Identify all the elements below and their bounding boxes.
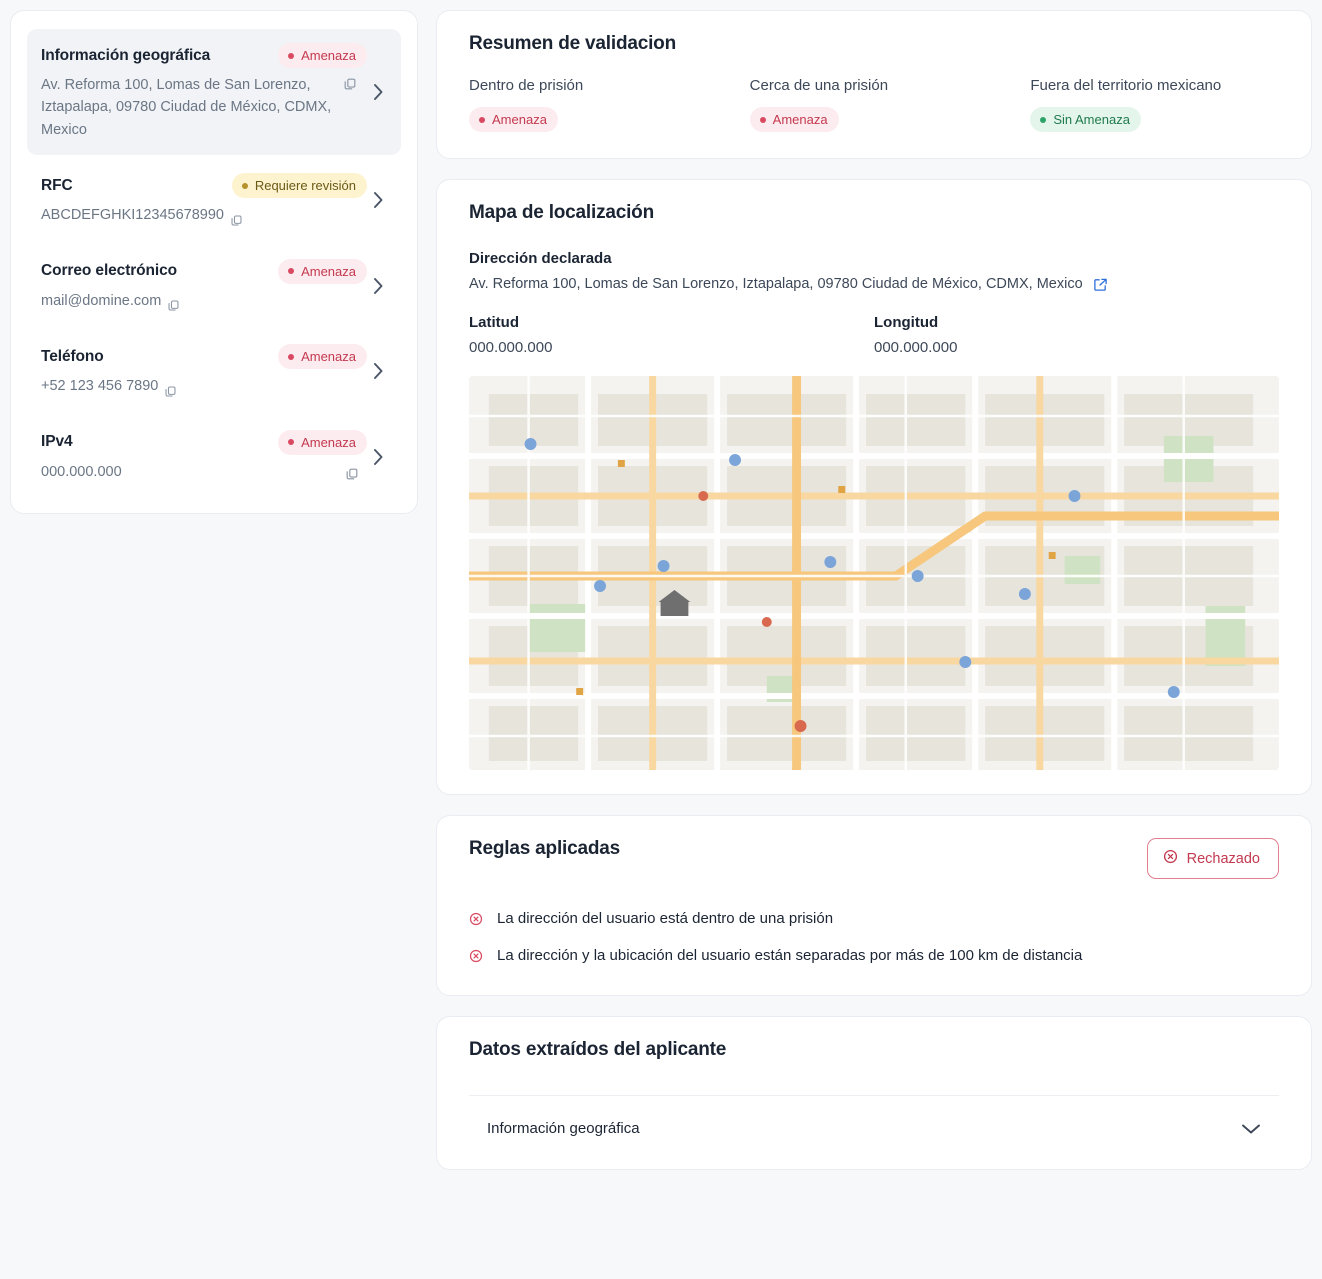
item-content xyxy=(41,344,367,397)
summary-grid xyxy=(469,77,1279,132)
status-dot-icon xyxy=(288,268,294,274)
copy-icon[interactable] xyxy=(343,77,357,91)
item-value-text: ABCDEFGHKI12345678990 xyxy=(41,207,224,224)
item-header xyxy=(41,43,367,68)
item-header xyxy=(41,344,367,369)
item-title: IPv4 xyxy=(41,433,73,451)
page-title: Resumen de validacion xyxy=(469,33,676,54)
declared-address-label: Dirección declarada xyxy=(469,250,612,267)
status-dot-icon xyxy=(288,439,294,445)
status-dot-icon xyxy=(288,53,294,59)
latitude-label: Latitud xyxy=(469,314,519,331)
copy-icon[interactable] xyxy=(345,467,359,481)
summary-check-label: Fuera del territorio mexicano xyxy=(1030,77,1222,94)
status-dot-icon xyxy=(760,117,766,123)
applied-rules-card xyxy=(436,815,1312,996)
copy-icon[interactable] xyxy=(164,385,177,398)
map-graphic xyxy=(469,376,1279,770)
status-dot-icon xyxy=(288,354,294,360)
item-title: Teléfono xyxy=(41,347,104,365)
summary-check-fuera-territorio xyxy=(1030,77,1279,132)
location-map-card xyxy=(436,179,1312,795)
copy-icon[interactable] xyxy=(230,214,243,227)
item-title: Información geográfica xyxy=(41,46,211,64)
status-badge xyxy=(278,430,367,455)
rule-item xyxy=(469,905,1279,932)
validation-items-card xyxy=(10,10,418,514)
status-badge-label: Amenaza xyxy=(301,263,356,279)
item-title: RFC xyxy=(41,176,73,194)
item-header xyxy=(41,173,367,198)
status-badge-label: Amenaza xyxy=(301,434,356,450)
chevron-right-icon[interactable] xyxy=(367,362,389,380)
item-value xyxy=(41,461,367,483)
validation-summary-card xyxy=(436,10,1312,159)
declared-address-block xyxy=(469,250,1279,292)
status-badge-label: Amenaza xyxy=(492,112,547,127)
item-content xyxy=(41,43,367,141)
latitude-block xyxy=(469,314,874,356)
item-value-text: 000.000.000 xyxy=(41,463,122,480)
status-badge-label: Amenaza xyxy=(301,48,356,63)
copy-icon[interactable] xyxy=(167,299,180,312)
item-value xyxy=(41,290,367,312)
status-badge xyxy=(232,173,367,198)
status-badge-label: Requiere revisión xyxy=(254,178,356,194)
chevron-right-icon[interactable] xyxy=(367,83,389,101)
rechazado-button[interactable] xyxy=(1147,838,1279,879)
item-value xyxy=(41,74,367,141)
sidebar-item-telefono[interactable] xyxy=(27,330,401,411)
status-dot-icon xyxy=(242,183,248,189)
reject-icon xyxy=(1163,849,1178,868)
chevron-down-icon[interactable] xyxy=(1241,1123,1261,1135)
longitude-label: Longitud xyxy=(874,314,939,331)
item-header xyxy=(41,259,367,284)
item-value-text: Av. Reforma 100, Lomas de San Lorenzo, Iztapalapa, 09780 Ciudad de México, CDMX, Mexico xyxy=(41,77,332,138)
longitude-block xyxy=(874,314,1279,356)
error-circle-icon xyxy=(469,912,483,926)
chevron-right-icon[interactable] xyxy=(367,191,389,209)
coordinates-block xyxy=(469,314,1279,356)
map-canvas[interactable] xyxy=(469,376,1279,770)
status-dot-icon xyxy=(479,117,485,123)
status-badge xyxy=(278,259,367,284)
map-title: Mapa de localización xyxy=(469,202,654,223)
status-badge-label: Amenaza xyxy=(301,349,356,365)
rules-list xyxy=(469,905,1279,969)
item-value-text: +52 123 456 7890 xyxy=(41,378,159,395)
item-value xyxy=(41,375,367,397)
chevron-right-icon[interactable] xyxy=(367,448,389,466)
status-badge xyxy=(278,43,367,68)
summary-check-label: Dentro de prisión xyxy=(469,77,584,94)
rule-text: La dirección y la ubicación del usuario están separadas por más de 100 km de distancia xyxy=(497,947,1083,964)
item-value xyxy=(41,204,367,226)
summary-check-dentro-prision xyxy=(469,77,718,132)
external-link-icon[interactable] xyxy=(1093,277,1108,292)
right-column xyxy=(436,10,1312,1279)
sidebar-item-ipv4[interactable] xyxy=(27,416,401,497)
accordion-label: Información geográfica xyxy=(487,1120,640,1137)
item-header xyxy=(41,430,367,455)
rule-item xyxy=(469,942,1279,969)
status-badge xyxy=(750,107,839,132)
item-value-text: mail@domine.com xyxy=(41,292,162,309)
chevron-right-icon[interactable] xyxy=(367,277,389,295)
sidebar-item-correo-electronico[interactable] xyxy=(27,245,401,326)
status-dot-icon xyxy=(1040,117,1046,123)
sidebar-item-informacion-geografica[interactable] xyxy=(27,29,401,155)
extracted-data-card xyxy=(436,1016,1312,1170)
declared-address-row xyxy=(469,276,1279,292)
item-content xyxy=(41,430,367,483)
rules-title: Reglas aplicadas xyxy=(469,838,620,859)
rules-header xyxy=(469,838,1279,879)
latitude-value: 000.000.000 xyxy=(469,339,553,356)
extracted-data-title: Datos extraídos del aplicante xyxy=(469,1039,727,1060)
summary-check-cerca-prision xyxy=(750,77,999,132)
item-title: Correo electrónico xyxy=(41,262,178,280)
rule-text: La dirección del usuario está dentro de una prisión xyxy=(497,910,834,927)
sidebar-item-rfc[interactable] xyxy=(27,159,401,240)
longitude-value: 000.000.000 xyxy=(874,339,958,356)
status-badge xyxy=(278,344,367,369)
accordion-informacion-geografica[interactable] xyxy=(469,1095,1279,1143)
declared-address-value: Av. Reforma 100, Lomas de San Lorenzo, Iztapalapa, 09780 Ciudad de México, CDMX, Mexico xyxy=(469,276,1083,292)
status-badge xyxy=(469,107,558,132)
summary-check-label: Cerca de una prisión xyxy=(749,77,889,94)
item-content xyxy=(41,173,367,226)
error-circle-icon xyxy=(469,949,483,963)
left-column xyxy=(10,10,418,1279)
status-badge-label: Sin Amenaza xyxy=(1053,112,1130,127)
status-badge xyxy=(1030,107,1141,132)
reject-button-label: Rechazado xyxy=(1186,850,1260,867)
status-badge-label: Amenaza xyxy=(772,112,828,127)
item-content xyxy=(41,259,367,312)
